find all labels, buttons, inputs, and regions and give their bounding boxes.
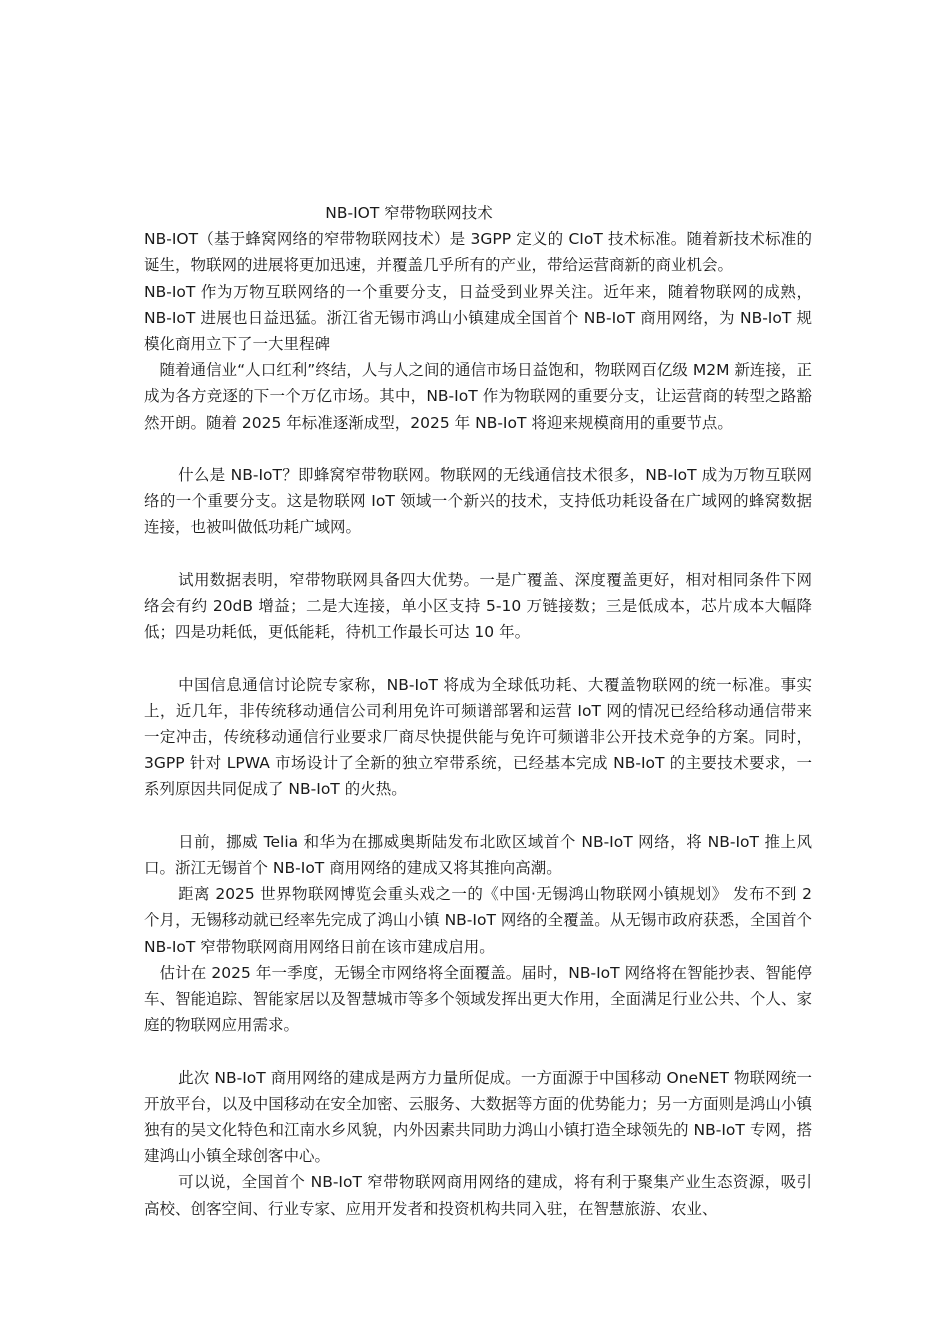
paragraph-unified-standard: 中国信息通信讨论院专家称，NB-IoT 将成为全球低功耗、大覆盖物联网的统一标准。事实上，近几年，非传统移动通信公司利用免许可频谱部署和运营 IoT 网的情况已经给移动通信带来一定冲击，传统移动通信行业要求厂商尽快提供能与免许可频谱非公开技术竞争的方案。同时，3GPP 针对 LPWA 市场设计了全新的独立窄带系统，已经基本完成 NB-IoT 的主要技术要求，一系列原因共同促成了 NB-IoT 的火热。 — [144, 675, 812, 799]
paragraph-full-coverage-estimate: 估计在 2025 年一季度，无锡全市网络将全面覆盖。届时，NB-IoT 网络将在智能抄表、智能停车、智能追踪、智能家居以及智慧城市等多个领域发挥出更大作用，全面满足行业公共、个人、家庭的物联网应用需求。 — [144, 963, 812, 1035]
paragraph-hongshan-coverage: 距离 2025 世界物联网博览会重头戏之一的《中国·无锡鸿山物联网小镇规划》 发布不到 2 个月，无锡移动就已经率先完成了鸿山小镇 NB-IoT 网络的全覆盖。从无锡市政府获悉，全国首个 NB-IoT 窄带物联网商用网络日前在该市建成启用。 — [144, 885, 812, 956]
paragraph-two-forces: 此次 NB-IoT 商用网络的建成是两方力量所促成。一方面源于中国移动 OneNET 物联网统一开放平台，以及中国移动在安全加密、云服务、大数据等方面的优势能力；另一方面则是鸿山小镇独有的吴文化特色和江南水乡风貌，内外因素共同助力鸿山小镇打造全球领先的 NB-IoT 专网，搭建鸿山小镇全球创客中心。 — [144, 1068, 812, 1166]
paragraph-intro: NB-IOT（基于蜂窝网络的窄带物联网技术）是 3GPP 定义的 CIoT 技术标准。随着新技术标准的诞生，物联网的进展将更加迅速，并覆盖几乎所有的产业，带给运营商新的商业机会。 — [144, 230, 812, 275]
paragraph-telia-huawei: 日前，挪威 Telia 和华为在挪威奥斯陆发布北欧区域首个 NB-IoT 网络，将 NB-IoT 推上风口。浙江无锡首个 NB-IoT 商用网络的建成又将其推向高潮。 — [144, 832, 812, 878]
paragraph-spacer — [144, 803, 812, 829]
paragraph-spacer — [144, 1038, 812, 1064]
paragraph-what-is-nbiot: 什么是 NB-IoT？即蜂窝窄带物联网。物联网的无线通信技术很多，NB-IoT 成为万物互联网络的一个重要分支。这是物联网 IoT 领域一个新兴的技术，支持低功耗设备在广域网的蜂窝数据连接，也被叫做低功耗广域网。 — [144, 466, 812, 537]
paragraph-nbiot-branch: NB-IoT 作为万物互联网络的一个重要分支，日益受到业界关注。近年来，随着物联网的成熟，NB-IoT 进展也日益迅猛。浙江省无锡市鸿山小镇建成全国首个 NB-IoT 商用网络，为 NB-IoT 规模化商用立下了一大里程碑 — [144, 282, 812, 354]
document-page — [144, 200, 812, 1222]
document-title: NB-IOT 窄带物联网技术 — [325, 204, 493, 222]
paragraph-four-advantages: 试用数据表明，窄带物联网具备四大优势。一是广覆盖、深度覆盖更好，相对相同条件下网络会有约 20dB 增益；二是大连接，单小区支持 5-10 万链接数；三是低成本，芯片成本大幅降低；四是功耗低，更低能耗，待机工作最长可达 10 年。 — [144, 570, 812, 642]
paragraph-conclusion: 可以说，全国首个 NB-IoT 窄带物联网商用网络的建成，将有利于聚集产业生态资源，吸引高校、创客空间、行业专家、应用开发者和投资机构共同入驻，在智慧旅游、农业、 — [144, 1173, 812, 1218]
paragraph-spacer — [144, 645, 812, 671]
paragraph-spacer — [144, 436, 812, 462]
paragraph-spacer — [144, 541, 812, 567]
paragraph-demographic-dividend: 随着通信业“人口红利”终结，人与人之间的通信市场日益饱和，物联网百亿级 M2M 新连接，正成为各方竞逐的下一个万亿市场。其中，NB-IoT 作为物联网的重要分支，让运营商的转型之路豁然开朗。随着 2025 年标准逐渐成型，2025 年 NB-IoT 将迎来规模商用的重要节点。 — [144, 361, 812, 432]
